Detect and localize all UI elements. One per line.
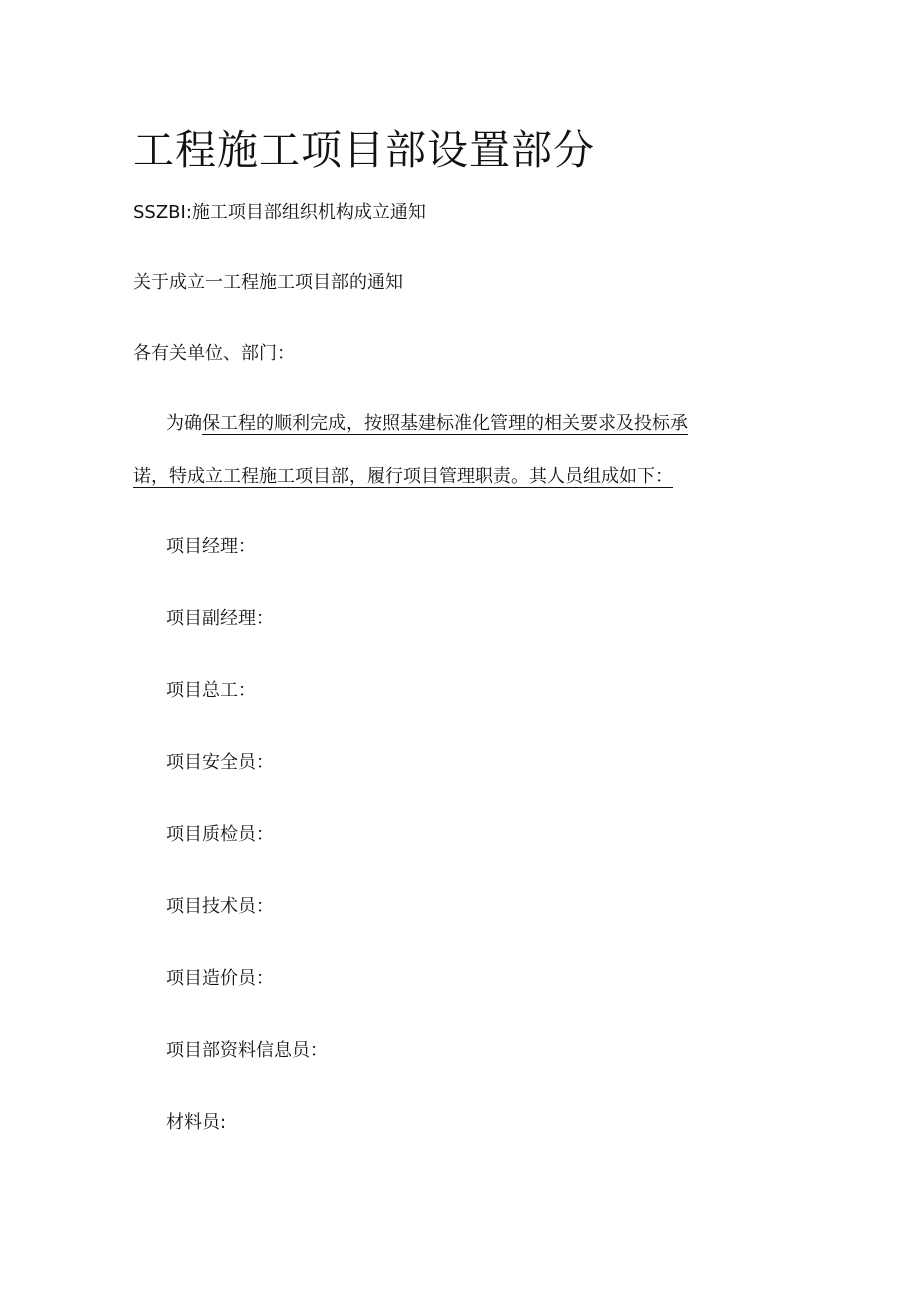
roster-item-chief-engineer: 项目总工： (166, 680, 256, 701)
personnel-roster (166, 534, 328, 1182)
roster-item-cost-estimator: 项目造价员： (166, 968, 274, 989)
body-paragraph-line-1 (166, 411, 688, 437)
document-subtitle: SSZBI:施工项目部组织机构成立通知 (133, 202, 426, 223)
roster-item-information-officer: 项目部资料信息员： (166, 1040, 328, 1061)
body-line-2-underlined: 诺，特成立工程施工项目部，履行项目管理职责。其人员组成如下： (133, 466, 673, 487)
salutation: 各有关单位、部门： (133, 343, 295, 364)
notice-heading: 关于成立一工程施工项目部的通知 (133, 272, 403, 293)
page-title: 工程施工项目部设置部分 (133, 126, 595, 174)
roster-item-safety-officer: 项目安全员： (166, 752, 274, 773)
roster-item-deputy-manager: 项目副经理： (166, 608, 274, 629)
body-paragraph-line-2 (133, 464, 673, 490)
roster-item-quality-inspector: 项目质检员： (166, 824, 274, 845)
roster-item-project-manager: 项目经理： (166, 536, 256, 557)
body-line-1-prefix: 为确 (166, 413, 202, 434)
roster-item-technician: 项目技术员： (166, 896, 274, 917)
roster-item-materials-officer: 材料员: (166, 1112, 227, 1133)
body-line-1-underlined: 保工程的顺利完成，按照基建标准化管理的相关要求及投标承 (202, 413, 688, 434)
